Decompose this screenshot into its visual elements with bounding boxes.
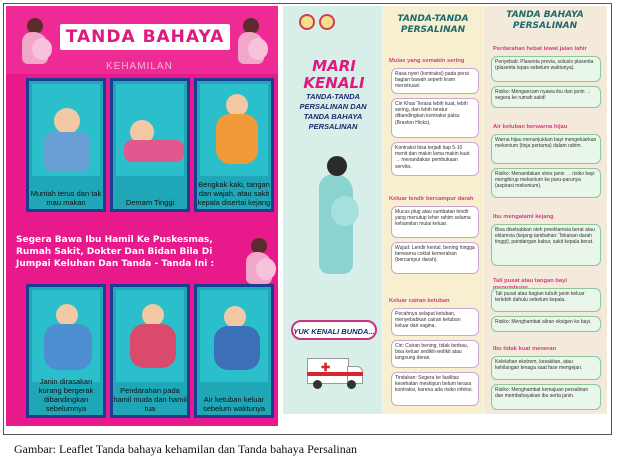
left-subtitle: KEHAMILAN xyxy=(106,61,173,72)
panel3-item: Risiko: Mengancam nyawa ibu dan janin → segera ke rumah sakit! xyxy=(491,86,601,108)
panel3-section-label: Ibu mengalami kejang xyxy=(493,214,554,220)
panel3-item: Risiko: Menghambat aliran oksigen ke bayi. xyxy=(491,316,601,332)
panel3-section-label: Air ketuban berwarna hijau xyxy=(493,124,568,130)
panel2-item: Mucus plug atau sumbatan lendir yang menutup leher rahim selama kehamilan mulai keluar. xyxy=(391,206,479,238)
figure-caption: Gambar: Leaflet Tanda bahaya kehamilan dan Tanda bahaya Persalinan xyxy=(14,442,358,456)
pregnant-woman-illustration-right xyxy=(234,18,268,66)
panel2-item: Pecahnya selaput ketuban, menyebabkan cairan ketuban keluar dari vagina. xyxy=(391,308,479,336)
card-caption: Pendarahan pada hamil muda dan hamil tua xyxy=(113,386,187,413)
panel2-item: Tindakan: Segera ke fasilitas kesehatan meskipun belum terasa kontraksi, karena ada risiko infeksi. xyxy=(391,372,479,406)
warning-text: Segera Bawa Ibu Hamil Ke Puskesmas, Rumah Sakit, Dokter Dan Bidan Bila Di Jumpai Keluhan Dan Tanda - Tanda Ini : xyxy=(16,235,215,269)
panel2-section-label: Keluar cairan ketuban xyxy=(389,298,450,304)
panel3-title: TANDA BAHAYA PERSALINAN xyxy=(506,10,584,31)
card-janin xyxy=(26,284,106,418)
panel3-item: Risiko: Menandakan stres janin → risiko bayi menghirup mekonium ke paru-parunya (aspirasi mekonium). xyxy=(491,168,601,198)
institution-logo-1 xyxy=(299,14,315,30)
panel3-section-label: Perdarahan hebat lewat jalan lahir xyxy=(493,46,587,52)
card-caption: Demam Tinggi xyxy=(125,198,175,207)
panel2-item: Ciri Khas Terasa lebih kuat, lebih sering, dan lebih teratur dibandingkan kontraksi palsu (Braxton Hicks). xyxy=(391,98,479,138)
card-muntah xyxy=(26,78,106,212)
card-caption: Air ketuban keluar sebelum waktunya xyxy=(202,395,266,413)
cta-banner: YUK KENALI BUNDA... xyxy=(291,320,377,340)
pregnant-woman-illustration-left xyxy=(18,18,52,66)
card-caption: Muntah terus dan tak mau makan xyxy=(30,189,102,207)
panel3-section-label: Tali pusat atau tangan bayi xyxy=(493,278,567,284)
panel2-item: Kontraksi bisa terjadi tiap 5-10 menit dan makin lama makin kuat → menandakan pembukaan serviks. xyxy=(391,142,479,176)
ambulance-icon: ✚ xyxy=(307,354,363,388)
panel2-section-label: Keluar lendir bercampur darah xyxy=(389,196,474,202)
panel2-item: Wujud: Lendir kental, bening hingga berwarna coklat kemerahan (bercampur darah). xyxy=(391,242,479,274)
panel3-item: Kelelahan ekstrem, kesakitan, atau kehilangan tenaga saat fase mengejan. xyxy=(491,356,601,380)
card-bengkak xyxy=(194,78,274,212)
left-title: TANDA BAHAYA xyxy=(60,24,230,50)
card-caption: Janin dirasakan kurang bergerak dibandingkan sebelumnya xyxy=(38,377,94,413)
institution-logo-2 xyxy=(319,14,335,30)
card-demam xyxy=(110,78,190,212)
card-air-ketuban xyxy=(194,284,274,418)
panel2-section-label: Mulas yang semakin sering xyxy=(389,58,465,64)
panel2-title: TANDA-TANDA PERSALINAN xyxy=(397,14,469,35)
left-leaflet xyxy=(6,6,278,426)
intro-subheading: TANDA-TANDA PERSALINAN DAN TANDA BAHAYA PERSALINAN xyxy=(299,92,367,131)
panel2-item: Ciri: Cairan bening, tidak berbau, bisa keluar sedikit-sedikit atau langsung deras. xyxy=(391,340,479,368)
card-caption: Bengkak kaki, tangan dan wajah, atau sakit kepala disertai kejang xyxy=(197,180,271,207)
panel3-item: Risiko: Menghambat kemajuan persalinan dan membahayakan ibu serta janin. xyxy=(491,384,601,410)
panel3-item: Tali pusat atau bagian tubuh janin keluar terlebih dahulu sebelum kepala. xyxy=(491,288,601,312)
panel2-item: Rasa nyeri (kontraksi) pada perut bagian bawah seperti kram menstruasi xyxy=(391,68,479,94)
panel3-item: Warna hijau menunjukkan bayi mengeluarkan mekonium (tinja pertama) dalam rahim. xyxy=(491,134,601,164)
pregnant-mother-illustration xyxy=(311,156,361,276)
card-pendarahan xyxy=(110,284,190,418)
pregnant-woman-illustration-small xyxy=(242,238,276,286)
panel3-section-label: Ibu tidak kuat meneran xyxy=(493,346,557,352)
panel3-item: Bisa disebabkan oleh preeklamsia berat atau eklamsia (kejang tambahan: Tekanan darah tinggi), pandangan kabur, sakit kepala berat. xyxy=(491,224,601,266)
intro-heading: MARI KENALI xyxy=(303,57,365,92)
right-leaflet xyxy=(283,6,607,414)
panel3-item: Penyebab: Plasenta previa, solusio plasenta (plasenta lepas sebelum waktunya). xyxy=(491,56,601,82)
